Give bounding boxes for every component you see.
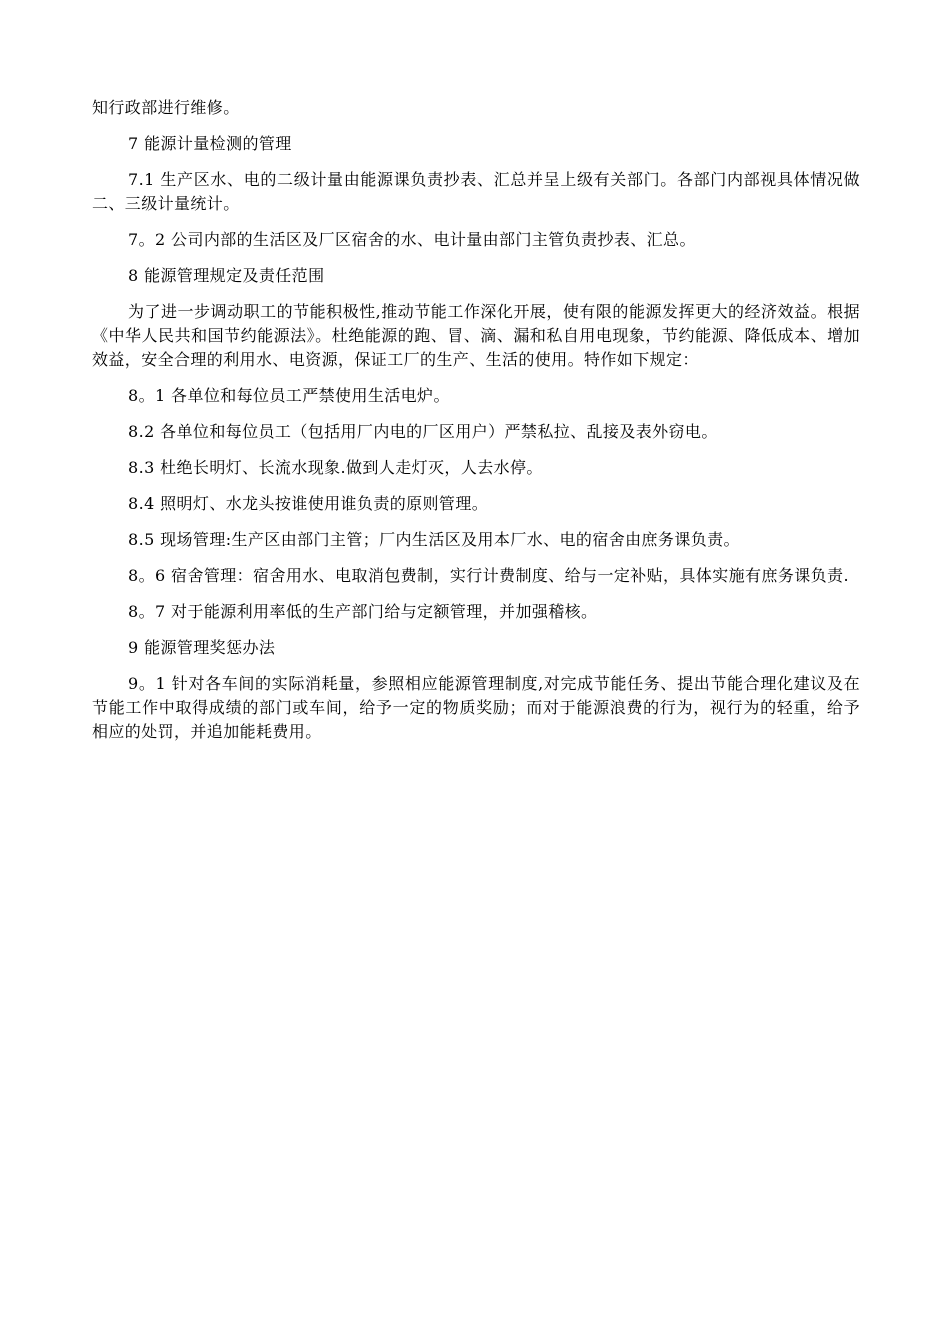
paragraph-8-7: 8。7 对于能源利用率低的生产部门给与定额管理，并加强稽核。: [128, 602, 598, 621]
paragraph-9-1: 9。1 针对各车间的实际消耗量，参照相应能源管理制度,对完成节能任务、提出节能合理化建议及在节能工作中取得成绩的部门或车间，给予一定的物质奖励；而对于能源浪费的行为，视行为的轻重，给予相应的处罚，并追加能耗费用。: [92, 674, 860, 741]
paragraph-8-3: 8.3 杜绝长明灯、长流水现象.做到人走灯灭，人去水停。: [128, 458, 543, 477]
paragraph-8-5: 8.5 现场管理:生产区由部门主管；厂内生活区及用本厂水、电的宿舍由庶务课负责。: [128, 530, 740, 549]
heading-section-8: 8 能源管理规定及责任范围: [128, 266, 325, 285]
paragraph-continuation: 知行政部进行维修。: [92, 98, 240, 117]
heading-section-7: 7 能源计量检测的管理: [128, 134, 292, 153]
document-page: [92, 96, 860, 744]
paragraph-8-4: 8.4 照明灯、水龙头按谁使用谁负责的原则管理。: [128, 494, 489, 513]
paragraph-8-6: 8。6 宿舍管理：宿舍用水、电取消包费制，实行计费制度、给与一定补贴，具体实施有庶务课负责.: [128, 566, 849, 585]
paragraph-8-1: 8。1 各单位和每位员工严禁使用生活电炉。: [128, 386, 450, 405]
paragraph-7-1: 7.1 生产区水、电的二级计量由能源课负责抄表、汇总并呈上级有关部门。各部门内部视具体情况做二、三级计量统计。: [92, 170, 860, 213]
heading-section-9: 9 能源管理奖惩办法: [128, 638, 276, 657]
paragraph-8-2: 8.2 各单位和每位员工（包括用厂内电的厂区用户）严禁私拉、乱接及表外窃电。: [128, 422, 718, 441]
paragraph-7-2: 7。2 公司内部的生活区及厂区宿舍的水、电计量由部门主管负责抄表、汇总。: [128, 230, 696, 249]
paragraph-8-intro: 为了进一步调动职工的节能积极性,推动节能工作深化开展，使有限的能源发挥更大的经济效益。根据《中华人民共和国节约能源法》。杜绝能源的跑、冒、滴、漏和私自用电现象，节约能源、降低成本、增加效益，安全合理的利用水、电资源，保证工厂的生产、生活的使用。特作如下规定：: [92, 302, 860, 369]
